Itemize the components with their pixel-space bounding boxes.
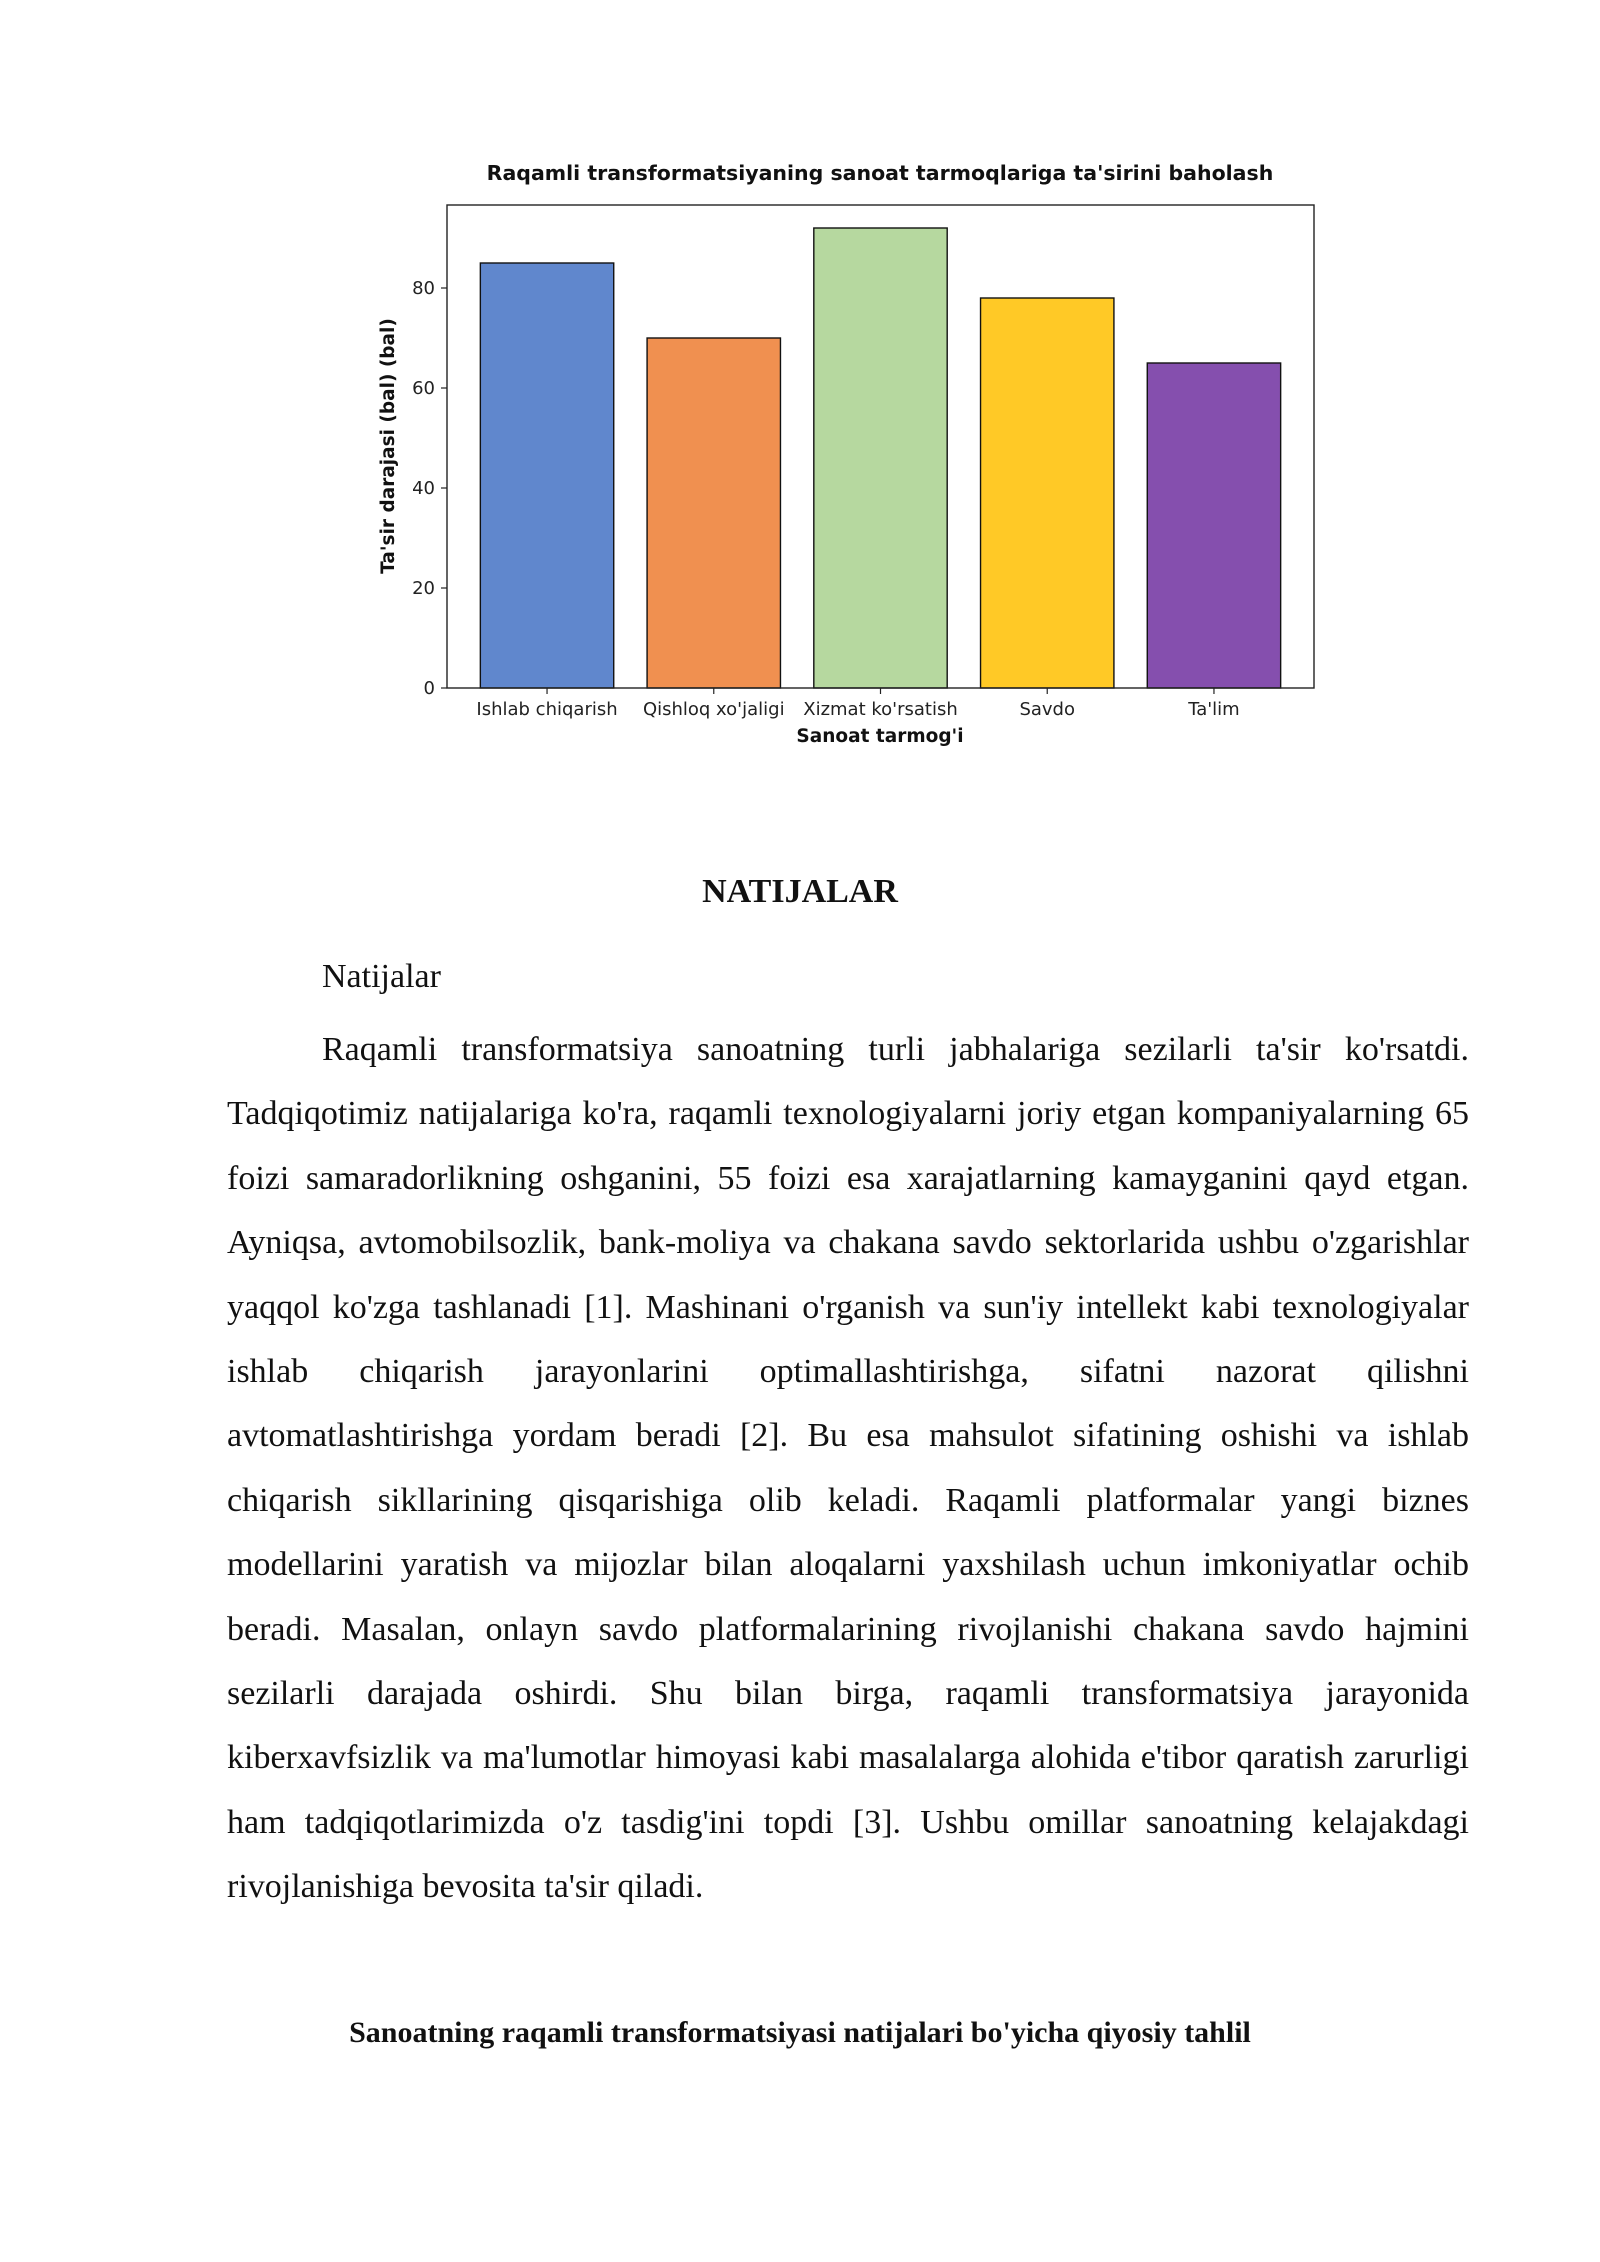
bar-5 bbox=[1147, 363, 1280, 688]
y-tick-label: 60 bbox=[412, 378, 435, 399]
bar-chart bbox=[360, 150, 1330, 770]
y-tick-label: 40 bbox=[412, 478, 435, 499]
y-tick-label: 80 bbox=[412, 278, 435, 299]
table-caption: Sanoatning raqamli transformatsiyasi natijalari bo'yicha qiyosiy tahlil bbox=[349, 2016, 1251, 2049]
x-axis bbox=[476, 688, 1239, 720]
y-tick-label: 0 bbox=[423, 678, 435, 699]
bars-layer bbox=[480, 228, 1280, 688]
body-paragraph: Raqamli transformatsiya sanoatning turli jabhalariga sezilarli ta'sir ko'rsatdi. Tadqiqotimiz natijalariga ko'ra, raqamli texnologiyalarni joriy etgan kompaniyalarning 65 foizi samaradorlikning oshganini, 55 foizi esa xarajatlarning kamayganini qayd etgan. Ayniqsa, avtomobilsozlik, bank-moliya va chakana savdo sektorlarida ushbu o'zgarishlar yaqqol ko'zga tashlanadi [1]. Mashinani o'rganish va sun'iy intellekt kabi texnologiyalar ishlab chiqarish jarayonlarini optimallashtirishga, sifatni nazorat qilishni avtomatlashtirishga yordam beradi [2]. Bu esa mahsulot sifatining oshishi va ishlab chiqarish sikllarining qisqarishiga olib keladi. Raqamli platformalar yangi biznes modellarini yaratish va mijozlar bilan aloqalarni yaxshilash uchun imkoniyatlar ochib beradi. Masalan, onlayn savdo platformalarining rivojlanishi chakana savdo hajmini sezilarli darajada oshirdi. Shu bilan birga, raqamli transformatsiya jarayonida kiberxavfsizlik va ma'lumotlar himoyasi kabi masalalarga alohida e'tibor qaratish zarurligi ham tadqiqotlarimizda o'z tasdig'ini topdi [3]. Ushbu omillar sanoatning kelajakdagi rivojlanishiga bevosita ta'sir qiladi. bbox=[227, 1031, 1469, 1906]
bar-3 bbox=[814, 228, 947, 688]
y-axis bbox=[412, 278, 447, 699]
subheading: Natijalar bbox=[322, 958, 441, 995]
x-tick-label: Xizmat ko'rsatish bbox=[803, 699, 958, 720]
x-tick-label: Qishloq xo'jaligi bbox=[642, 699, 785, 720]
chart-title: Raqamli transformatsiyaning sanoat tarmoqlariga ta'sirini baholash bbox=[486, 161, 1274, 185]
y-axis-label: Ta'sir darajasi (bal) (bal) bbox=[378, 318, 399, 574]
x-axis-label: Sanoat tarmog'i bbox=[796, 726, 964, 747]
y-tick-label: 20 bbox=[412, 578, 435, 599]
chart-svg bbox=[360, 150, 1330, 770]
bar-1 bbox=[480, 263, 613, 688]
x-tick-label: Ishlab chiqarish bbox=[476, 699, 618, 720]
section-heading: NATIJALAR bbox=[702, 873, 898, 910]
x-tick-label: Ta'lim bbox=[1188, 699, 1240, 720]
bar-4 bbox=[981, 298, 1114, 688]
bar-2 bbox=[647, 338, 780, 688]
x-tick-label: Savdo bbox=[1019, 699, 1076, 720]
